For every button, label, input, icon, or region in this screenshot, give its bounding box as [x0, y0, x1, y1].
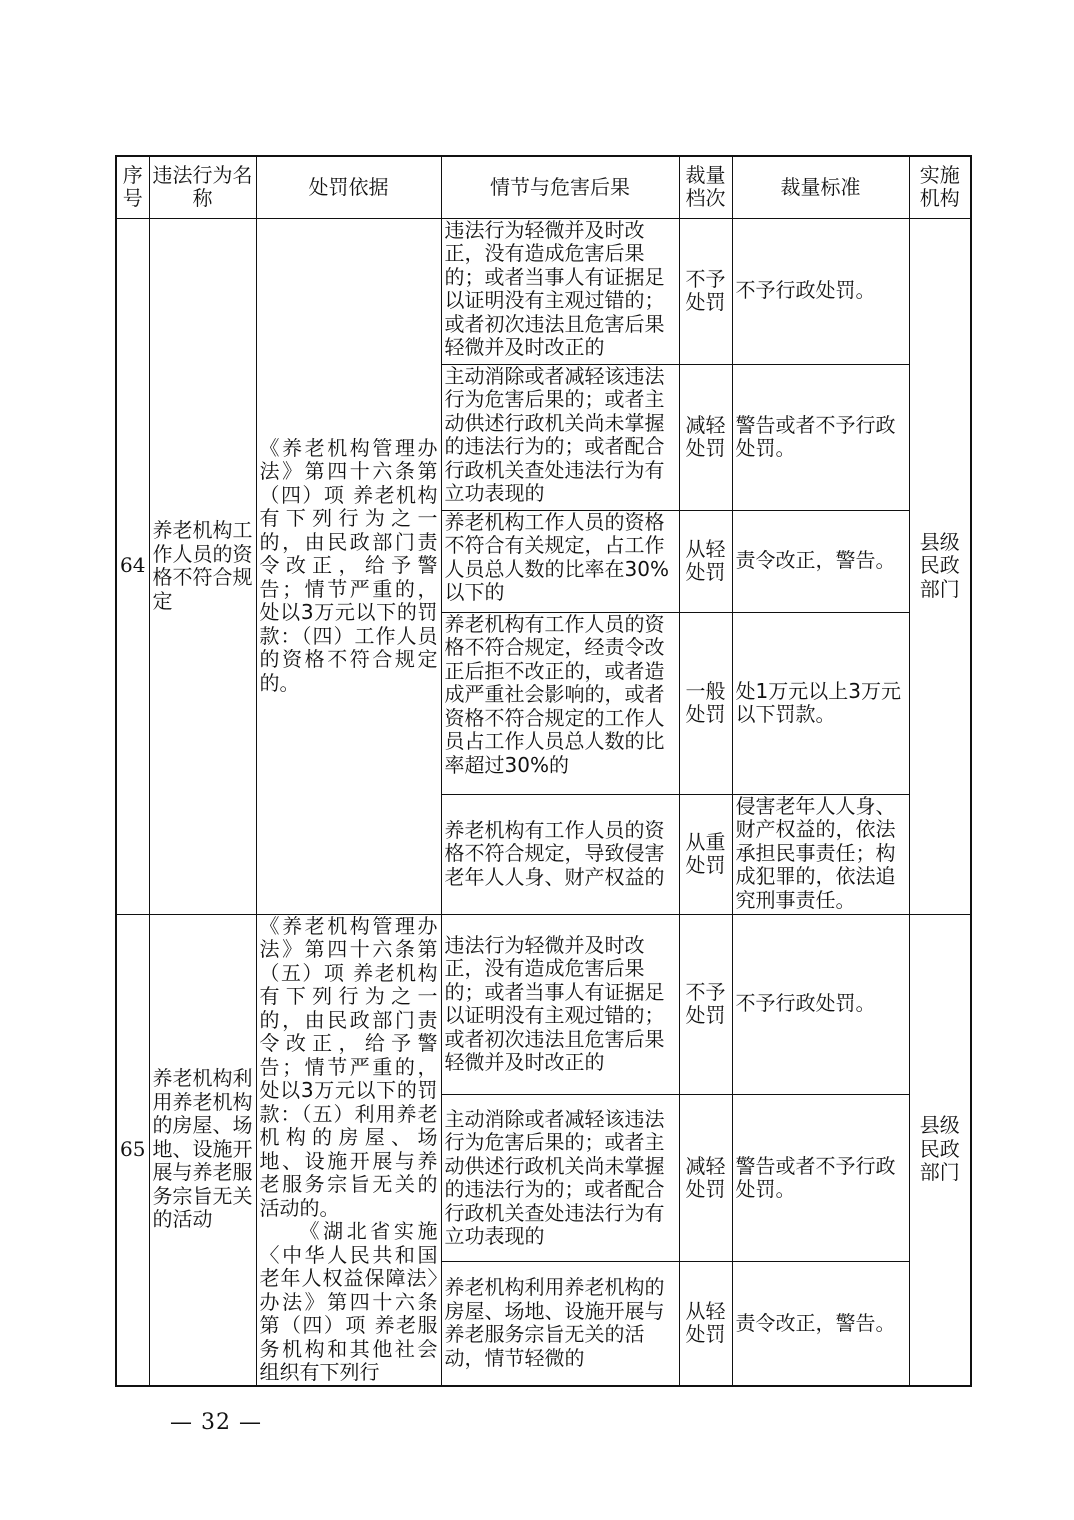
entry-number: 64	[116, 218, 149, 914]
circumstance-cell: 养老机构工作人员的资格不符合有关规定，占工作人员总人数的比率在30%以下的	[441, 510, 679, 612]
penalty-basis: 《养老机构管理办法》第四十六条第（四）项 养老机构有下列行为之一的，由民政部门责令改正，给予警告；情节严重的，处以3万元以下的罚款：（四）工作人员的资格不符合规定的。	[256, 218, 441, 914]
level-cell: 一般处罚	[679, 612, 732, 794]
level-cell: 从轻处罚	[679, 1262, 732, 1386]
entry-number: 65	[116, 914, 149, 1386]
header-standard: 裁量标准	[732, 156, 909, 218]
circumstance-cell: 养老机构有工作人员的资格不符合规定，导致侵害老年人人身、财产权益的	[441, 794, 679, 914]
violation-name: 养老机构工作人员的资格不符合规定	[149, 218, 256, 914]
standard-cell: 责令改正，警告。	[732, 510, 909, 612]
implementing-agency: 县级民政部门	[909, 218, 971, 914]
page-number: — 32 —	[170, 1410, 262, 1435]
header-no: 序号	[116, 156, 149, 218]
standard-cell: 处1万元以上3万元以下罚款。	[732, 612, 909, 794]
header-name: 违法行为名称	[149, 156, 256, 218]
table-row	[116, 914, 971, 1094]
header-agency: 实施机构	[909, 156, 971, 218]
circumstance-cell: 主动消除或者减轻该违法行为危害后果的；或者主动供述行政机关尚未掌握的违法行为的；或者配合行政机关查处违法行为有立功表现的	[441, 1094, 679, 1262]
implementing-agency: 县级民政部门	[909, 914, 971, 1386]
penalty-basis	[256, 914, 441, 1386]
level-cell: 不予处罚	[679, 914, 732, 1094]
standard-cell: 不予行政处罚。	[732, 218, 909, 364]
circumstance-cell: 违法行为轻微并及时改正，没有造成危害后果的；或者当事人有证据足以证明没有主观过错的；或者初次违法且危害后果轻微并及时改正的	[441, 914, 679, 1094]
circumstance-cell: 养老机构有工作人员的资格不符合规定，经责令改正后拒不改正的，或者造成严重社会影响的，或者资格不符合规定的工作人员占工作人员总人数的比率超过30%的	[441, 612, 679, 794]
penalty-discretion-table	[115, 155, 972, 1387]
violation-name: 养老机构利用养老机构的房屋、场地、设施开展与养老服务宗旨无关的活动	[149, 914, 256, 1386]
circumstance-cell: 养老机构利用养老机构的房屋、场地、设施开展与养老服务宗旨无关的活动，情节轻微的	[441, 1262, 679, 1386]
standard-cell: 责令改正，警告。	[732, 1262, 909, 1386]
level-cell: 从重处罚	[679, 794, 732, 914]
header-basis: 处罚依据	[256, 156, 441, 218]
level-cell: 减轻处罚	[679, 364, 732, 510]
level-cell: 从轻处罚	[679, 510, 732, 612]
standard-cell: 不予行政处罚。	[732, 914, 909, 1094]
header-row	[116, 156, 971, 218]
standard-cell: 侵害老年人人身、财产权益的，依法承担民事责任；构成犯罪的，依法追究刑事责任。	[732, 794, 909, 914]
standard-cell: 警告或者不予行政处罚。	[732, 364, 909, 510]
penalty-basis-paragraph: 《养老机构管理办法》第四十六条第（五）项 养老机构有下列行为之一的，由民政部门责令改正，给予警告；情节严重的，处以3万元以下的罚款：（五）利用养老机构的房屋、场地、设施开展与养老服务宗旨无关的活动的。	[259, 914, 438, 1220]
table-row	[116, 218, 971, 364]
level-cell: 减轻处罚	[679, 1094, 732, 1262]
circumstance-cell: 违法行为轻微并及时改正，没有造成危害后果的；或者当事人有证据足以证明没有主观过错的；或者初次违法且危害后果轻微并及时改正的	[441, 218, 679, 364]
level-cell: 不予处罚	[679, 218, 732, 364]
header-level: 裁量档次	[679, 156, 732, 218]
penalty-basis-paragraph: 《湖北省实施〈中华人民共和国老年人权益保障法〉办法》第四十六条第（四）项 养老服务机构和其他社会组织有下列行	[259, 1219, 438, 1384]
circumstance-cell: 主动消除或者减轻该违法行为危害后果的；或者主动供述行政机关尚未掌握的违法行为的；或者配合行政机关查处违法行为有立功表现的	[441, 364, 679, 510]
header-circumstance: 情节与危害后果	[441, 156, 679, 218]
standard-cell: 警告或者不予行政处罚。	[732, 1094, 909, 1262]
